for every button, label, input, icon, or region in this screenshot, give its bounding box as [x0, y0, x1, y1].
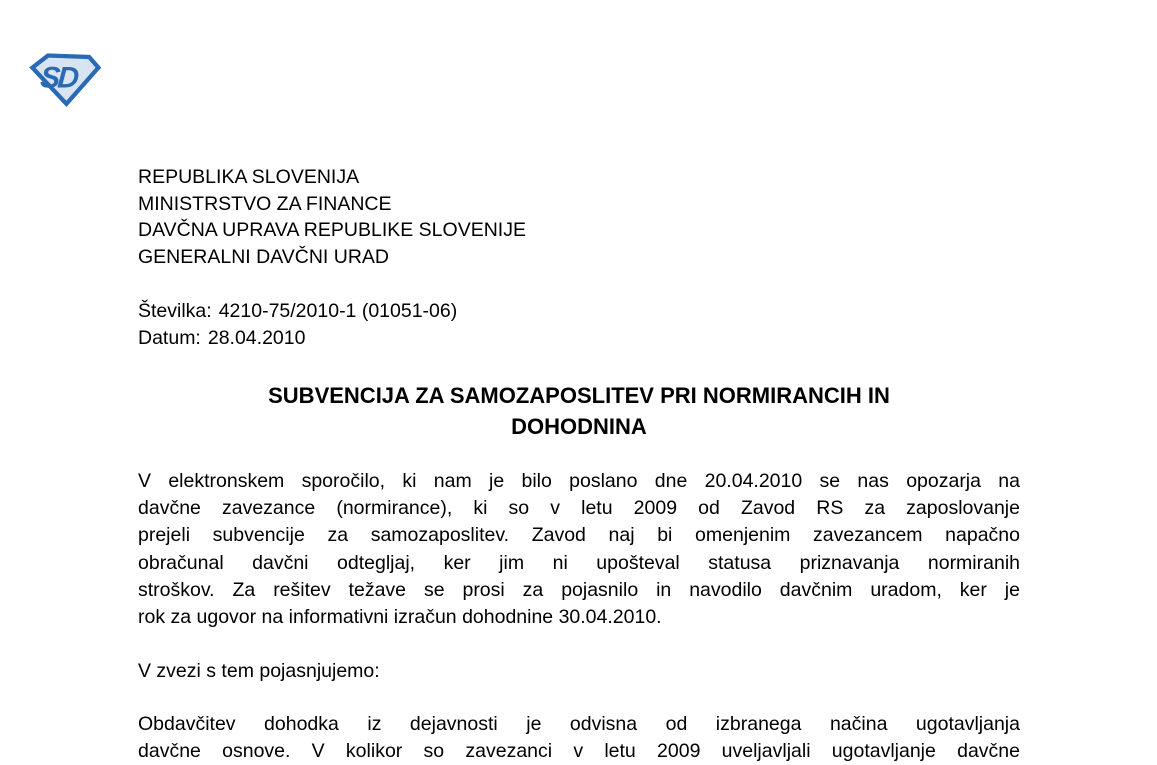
paragraph-line-clipped: davčne osnove. V kolikor so zavezanci v letu 2009 uveljavljali ugotavljanje davčne [138, 740, 1020, 763]
logo-letters: SD [39, 61, 78, 95]
sd-shield-logo [28, 52, 102, 106]
paragraph-explanation [138, 711, 1020, 765]
paragraph-line: V zvezi s tem pojasnjujemo: [138, 660, 380, 682]
letterhead-line-country: REPUBLIKA SLOVENIJA [138, 166, 360, 188]
reference-date-line [138, 325, 457, 352]
paragraph-line: Obdavčitev dohodka iz dejavnosti je odvisna od izbranega načina ugotavljanja [138, 713, 1020, 735]
reference-number-line [138, 298, 457, 325]
paragraph-line: rok za ugovor na informativni izračun dohodnine 30.04.2010. [138, 606, 662, 629]
reference-number-value: 4210-75/2010-1 (01051-06) [218, 300, 458, 322]
paragraph-line: obračunal davčni odtegljaj, ker jim ni upošteval statusa priznavanja normiranih [138, 551, 1020, 574]
paragraph-intro [138, 468, 1020, 631]
reference-date-value: 28.04.2010 [207, 327, 306, 349]
letterhead-line-office: GENERALNI DAVČNI URAD [138, 245, 390, 268]
letterhead-line-ministry: MINISTRSTVO ZA FINANCE [138, 192, 392, 215]
paragraph-line: prejeli subvencije za samozaposlitev. Zavod naj bi omenjenim zavezancem napačno [138, 524, 1020, 547]
clarification-lead-in [138, 658, 1020, 685]
reference-date-label: Datum: [138, 327, 201, 349]
reference-block [138, 298, 457, 352]
document-title-line-2: DOHODNINA [511, 414, 647, 439]
letterhead-line-administration: DAVČNA UPRAVA REPUBLIKE SLOVENIJE [138, 219, 526, 242]
paragraph-line: V elektronskem sporočilo, ki nam je bilo poslano dne 20.04.2010 se nas opozarja na [138, 470, 1020, 492]
paragraph-line: davčne zavezance (normirance), ki so v letu 2009 od Zavod RS za zaposlovanje [138, 497, 1020, 520]
reference-number-label: Številka: [138, 300, 212, 322]
letterhead [138, 164, 526, 270]
document-title [138, 380, 1020, 442]
document-title-line-1: SUBVENCIJA ZA SAMOZAPOSLITEV PRI NORMIRANCIH IN [268, 383, 890, 408]
paragraph-line: stroškov. Za rešitev težave se prosi za pojasnilo in navodilo davčnim uradom, ker je [138, 578, 1020, 601]
